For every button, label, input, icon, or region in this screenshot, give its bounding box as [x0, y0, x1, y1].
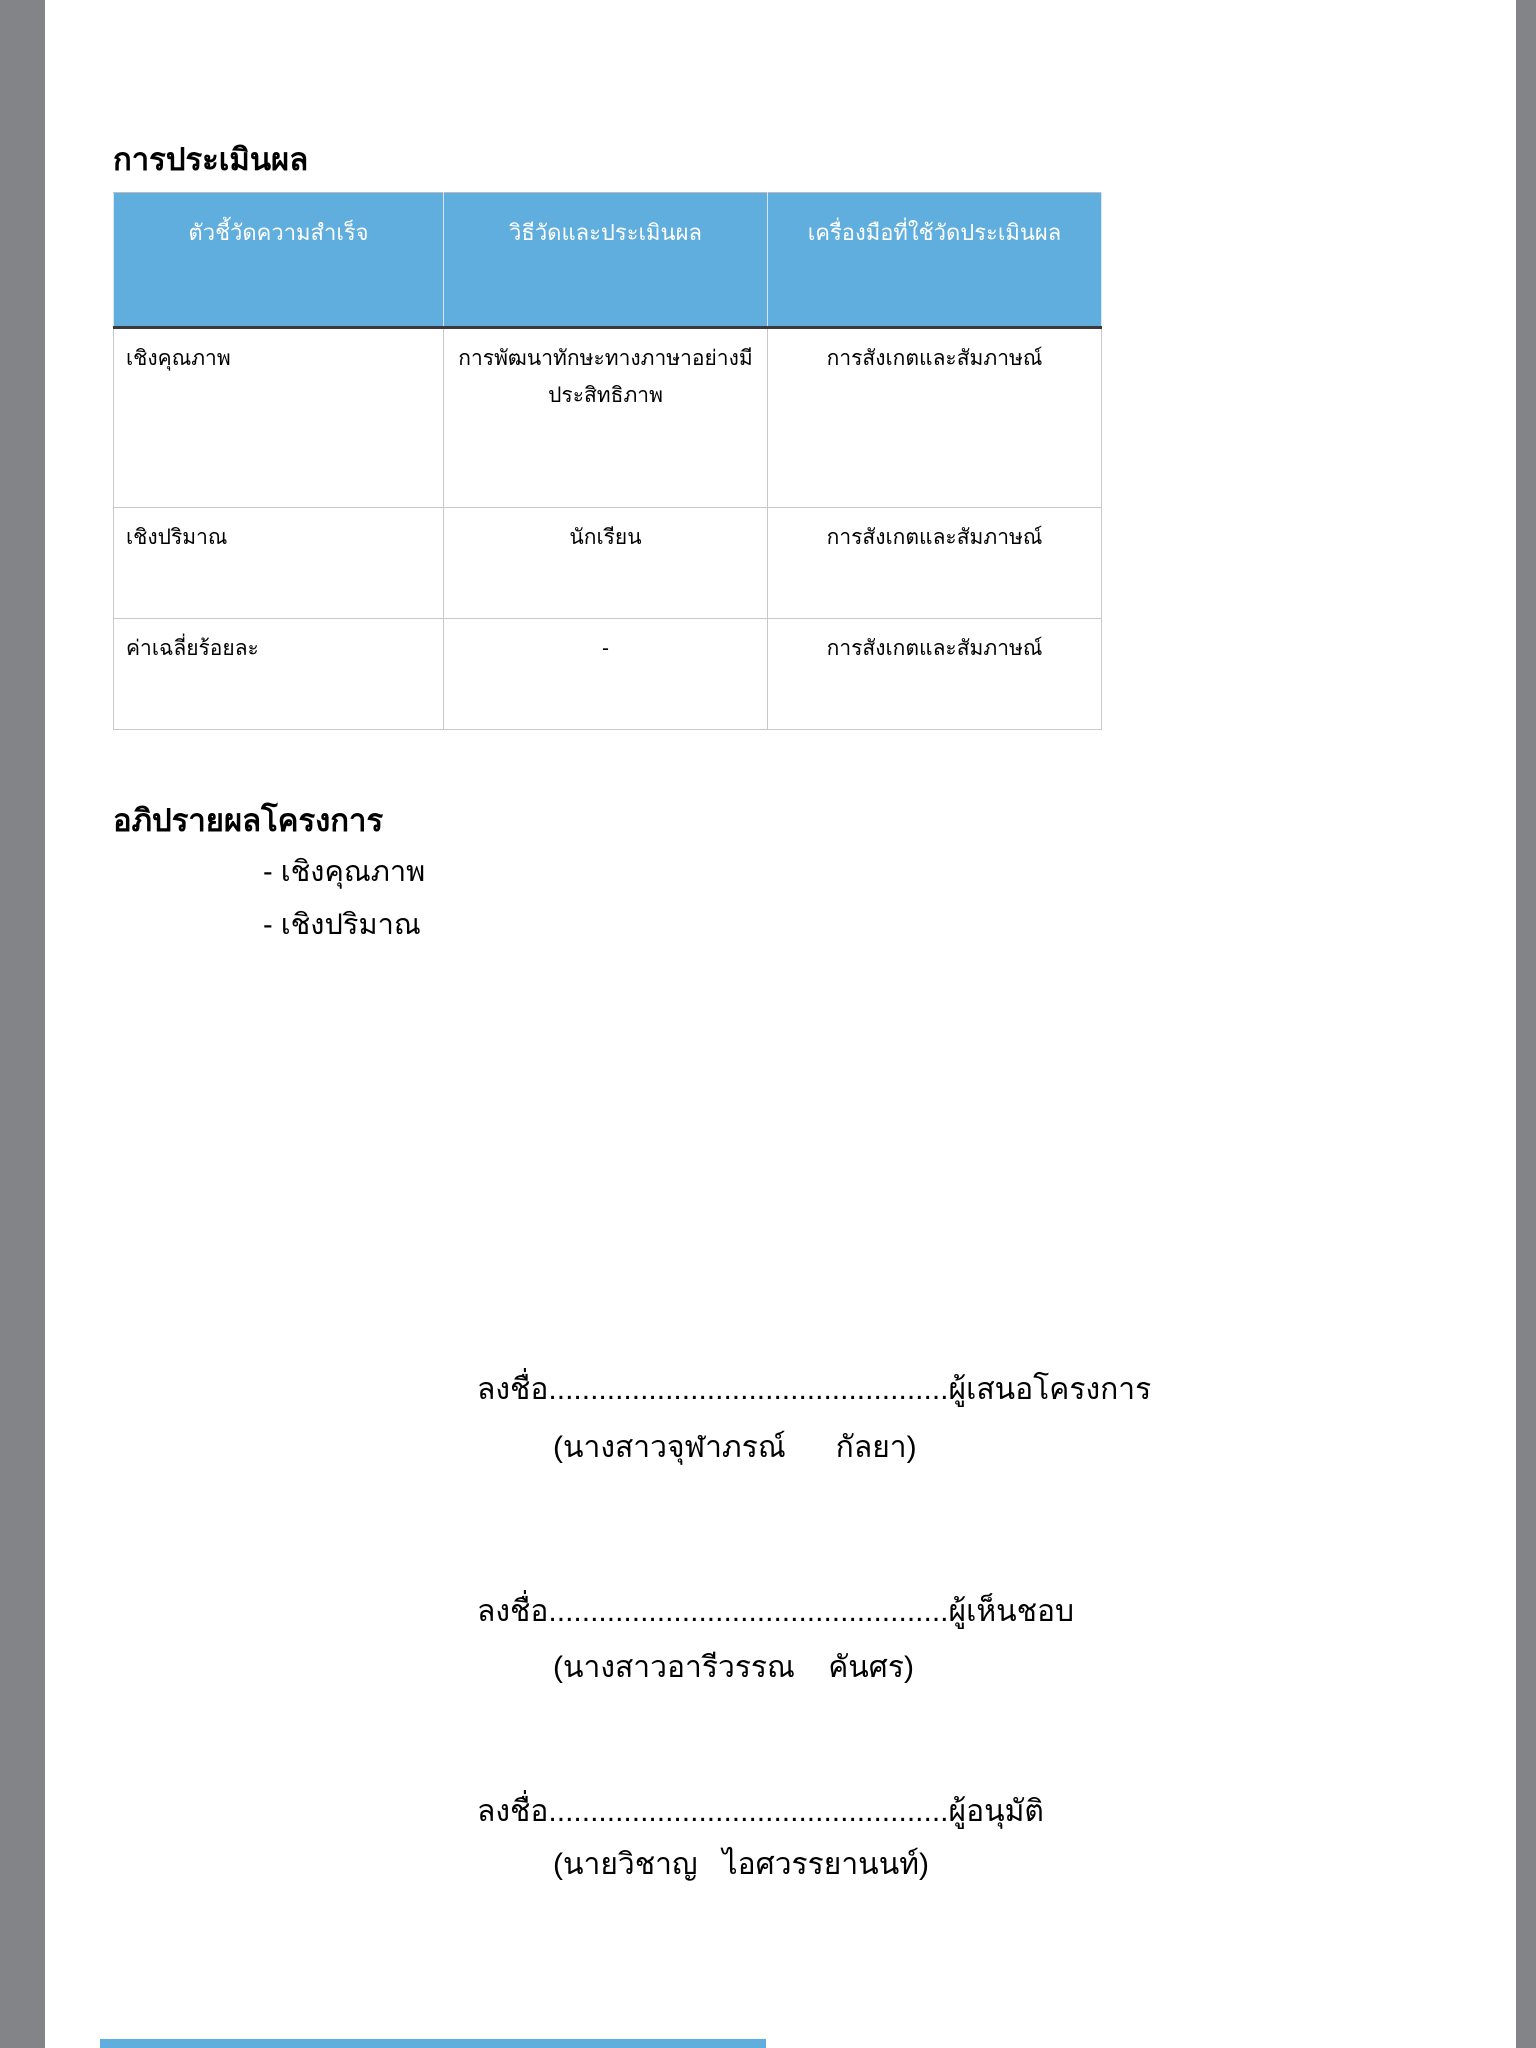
table-header-indicator: ตัวชี้วัดความสำเร็จ — [114, 193, 444, 328]
table-header-method: วิธีวัดและประเมินผล — [444, 193, 768, 328]
table-cell: ค่าเฉลี่ยร้อยละ — [114, 619, 444, 730]
table-cell: การสังเกตและสัมภาษณ์ — [768, 508, 1102, 619]
evaluation-section-title: การประเมินผล — [113, 142, 309, 177]
table-header-tools: เครื่องมือที่ใช้วัดประเมินผล — [768, 193, 1102, 328]
signature-line-proposer: ลงชื่อ................................................ผู้เสนอโครงการ — [477, 1373, 1152, 1406]
table-cell: เชิงคุณภาพ — [114, 328, 444, 508]
signature-name-endorser: (นางสาวอารีวรรณ คันศร) — [553, 1651, 914, 1684]
table-row — [114, 328, 1102, 508]
table-header-row — [114, 193, 1102, 328]
table-row — [114, 619, 1102, 730]
discussion-item: - เชิงปริมาณ — [263, 909, 421, 941]
table-cell: การพัฒนาทักษะทางภาษาอย่างมี​ประสิทธิภาพ — [444, 328, 768, 508]
table-cell: นักเรียน — [444, 508, 768, 619]
table-cell: - — [444, 619, 768, 730]
discussion-item: - เชิงคุณภาพ — [263, 856, 426, 888]
discussion-section-title: อภิปรายผลโครงการ — [113, 803, 384, 838]
signature-line-approver: ลงชื่อ................................................ผู้อนุมัติ — [477, 1795, 1044, 1828]
table-cell: เชิงปริมาณ — [114, 508, 444, 619]
document-page[interactable] — [45, 0, 1516, 2048]
table-cell: การสังเกตและสัมภาษณ์ — [768, 328, 1102, 508]
table-cell: การสังเกตและสัมภาษณ์ — [768, 619, 1102, 730]
next-page-table-header-peek — [100, 2039, 766, 2048]
signature-name-proposer: (นางสาวจุฬาภรณ์ กัลยา) — [553, 1431, 917, 1464]
signature-name-approver: (นายวิชาญ ไอศวรรยานนท์) — [553, 1848, 929, 1881]
signature-line-endorser: ลงชื่อ................................................ผู้เห็นชอบ — [477, 1595, 1075, 1628]
table-row — [114, 508, 1102, 619]
evaluation-table — [113, 192, 1102, 730]
